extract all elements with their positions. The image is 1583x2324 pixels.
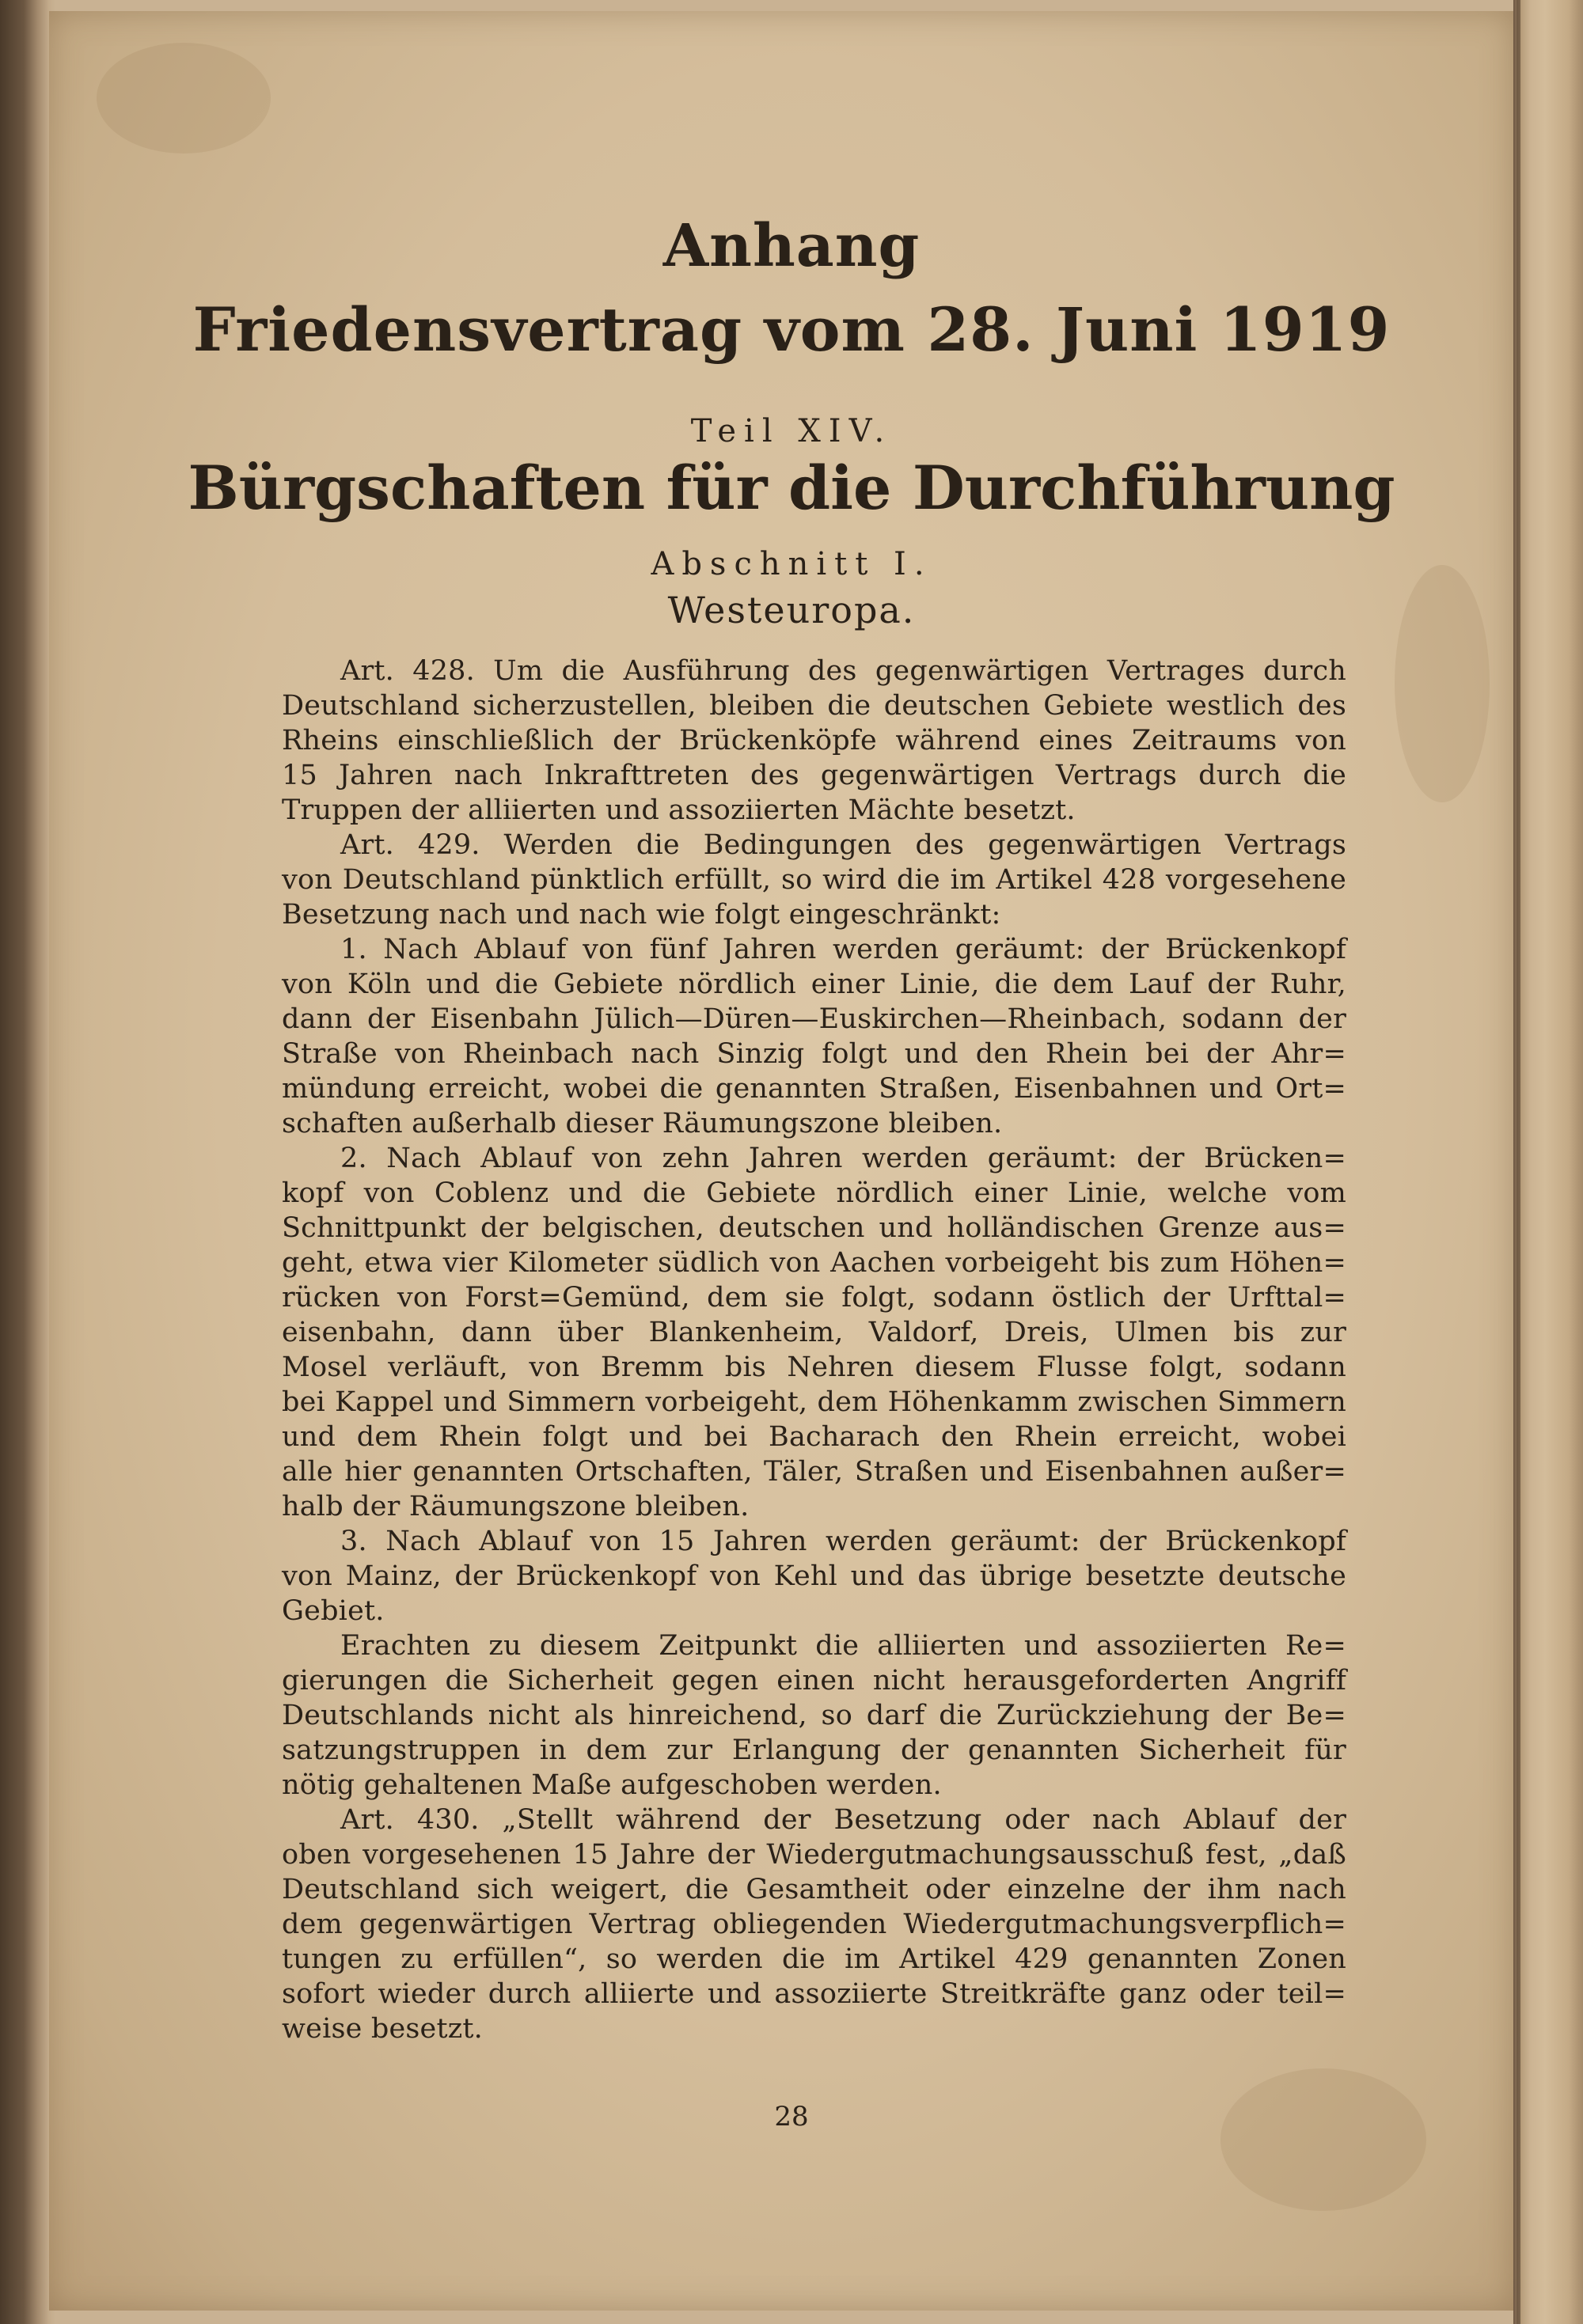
text-line: Truppen der alliierten und assoziierten Mächte besetzt. [282, 794, 1076, 826]
text-line: mündung erreicht, wobei die genannten Straßen, Eisenbahnen und Ort= [282, 1073, 1346, 1105]
text-line: 3. Nach Ablauf von 15 Jahren werden geräumt: der Brückenkopf [340, 1526, 1346, 1557]
text-line: von Deutschland pünktlich erfüllt, so wird die im Artikel 428 vorgesehene [282, 864, 1346, 896]
part-label: Teil XIV. [690, 413, 893, 449]
text-line: Schnittpunkt der belgischen, deutschen und holländischen Grenze aus= [282, 1212, 1346, 1244]
text-line: 1. Nach Ablauf von fünf Jahren werden geräumt: der Brückenkopf [340, 934, 1346, 965]
text-line: Art. 429. Werden die Bedingungen des gegenwärtigen Vertrags [340, 829, 1346, 861]
text-line: von Köln und die Gebiete nördlich einer Linie, die dem Lauf der Ruhr, [282, 969, 1346, 1000]
text-line: 2. Nach Ablauf von zehn Jahren werden geräumt: der Brücken= [340, 1143, 1346, 1174]
treaty-title: Friedensvertrag vom 28. Juni 1919 [192, 294, 1391, 365]
text-line: Deutschlands nicht als hinreichend, so darf die Zurückziehung der Be= [282, 1700, 1346, 1731]
text-line: 15 Jahren nach Inkrafttreten des gegenwärtigen Vertrags durch die [282, 760, 1346, 791]
text-line: gierungen die Sicherheit gegen einen nicht herausgeforderten Angriff [282, 1665, 1346, 1697]
text-line: rücken von Forst=Gemünd, dem sie folgt, sodann östlich der Urfttal= [282, 1282, 1346, 1314]
text-line: Art. 428. Um die Ausführung des gegenwärtigen Vertrages durch [340, 655, 1346, 687]
text-line: und dem Rhein folgt und bei Bacharach den Rhein erreicht, wobei [282, 1421, 1346, 1453]
text-line: schaften außerhalb dieser Räumungszone bleiben. [282, 1108, 1003, 1139]
text-line: oben vorgesehenen 15 Jahre der Wiedergutmachungsausschuß fest, „daß [282, 1839, 1346, 1871]
section-title: Bürgschaften für die Durchführung [188, 453, 1395, 523]
text-line: halb der Räumungszone bleiben. [282, 1491, 750, 1522]
text-line: Besetzung nach und nach wie folgt eingeschränkt: [282, 899, 1001, 931]
text-line: Erachten zu diesem Zeitpunkt die alliierten und assoziierten Re= [340, 1630, 1346, 1662]
text-line: eisenbahn, dann über Blankenheim, Valdorf, Dreis, Ulmen bis zur [282, 1317, 1346, 1348]
appendix-heading: Anhang [662, 212, 921, 280]
text-line: nötig gehaltenen Maße aufgeschoben werden. [282, 1769, 942, 1801]
region-heading: Westeuropa. [667, 589, 916, 631]
text-line: sofort wieder durch alliierte und assoziierte Streitkräfte ganz oder teil= [282, 1978, 1346, 2010]
text-line: Art. 430. „Stellt während der Besetzung oder nach Ablauf der [340, 1804, 1346, 1836]
text-line: bei Kappel und Simmern vorbeigeht, dem Höhenkamm zwischen Simmern [282, 1386, 1346, 1418]
text-line: satzungstruppen in dem zur Erlangung der genannten Sicherheit für [282, 1734, 1346, 1766]
text-line: Straße von Rheinbach nach Sinzig folgt und den Rhein bei der Ahr= [282, 1038, 1346, 1070]
text-line: Deutschland sicherzustellen, bleiben die deutschen Gebiete westlich des [282, 690, 1346, 722]
text-line: Deutschland sich weigert, die Gesamtheit oder einzelne der ihm nach [282, 1874, 1346, 1905]
text-line: tungen zu erfüllen“, so werden die im Artikel 429 genannten Zonen [282, 1943, 1346, 1975]
text-line: geht, etwa vier Kilometer südlich von Aachen vorbeigeht bis zum Höhen= [282, 1247, 1346, 1279]
text-line: von Mainz, der Brückenkopf von Kehl und das übrige besetzte deutsche [282, 1560, 1346, 1592]
text-line: dann der Eisenbahn Jülich—Düren—Euskirchen—Rheinbach, sodann der [282, 1003, 1346, 1035]
text-line: Mosel verläuft, von Bremm bis Nehren diesem Flusse folgt, sodann [282, 1352, 1346, 1383]
text-line: alle hier genannten Ortschaften, Täler, Straßen und Eisenbahnen außer= [282, 1456, 1346, 1488]
text-line: kopf von Coblenz und die Gebiete nördlich einer Linie, welche vom [282, 1177, 1346, 1209]
subsection-label: Abschnitt I. [651, 546, 932, 582]
page-number: 28 [774, 2101, 809, 2133]
text-line: Gebiet. [282, 1595, 385, 1627]
text-line: Rheins einschließlich der Brückenköpfe während eines Zeitraums von [282, 725, 1346, 756]
text-line: dem gegenwärtigen Vertrag obliegenden Wiedergutmachungsverpflich= [282, 1909, 1346, 1940]
text-line: weise besetzt. [282, 2013, 483, 2045]
